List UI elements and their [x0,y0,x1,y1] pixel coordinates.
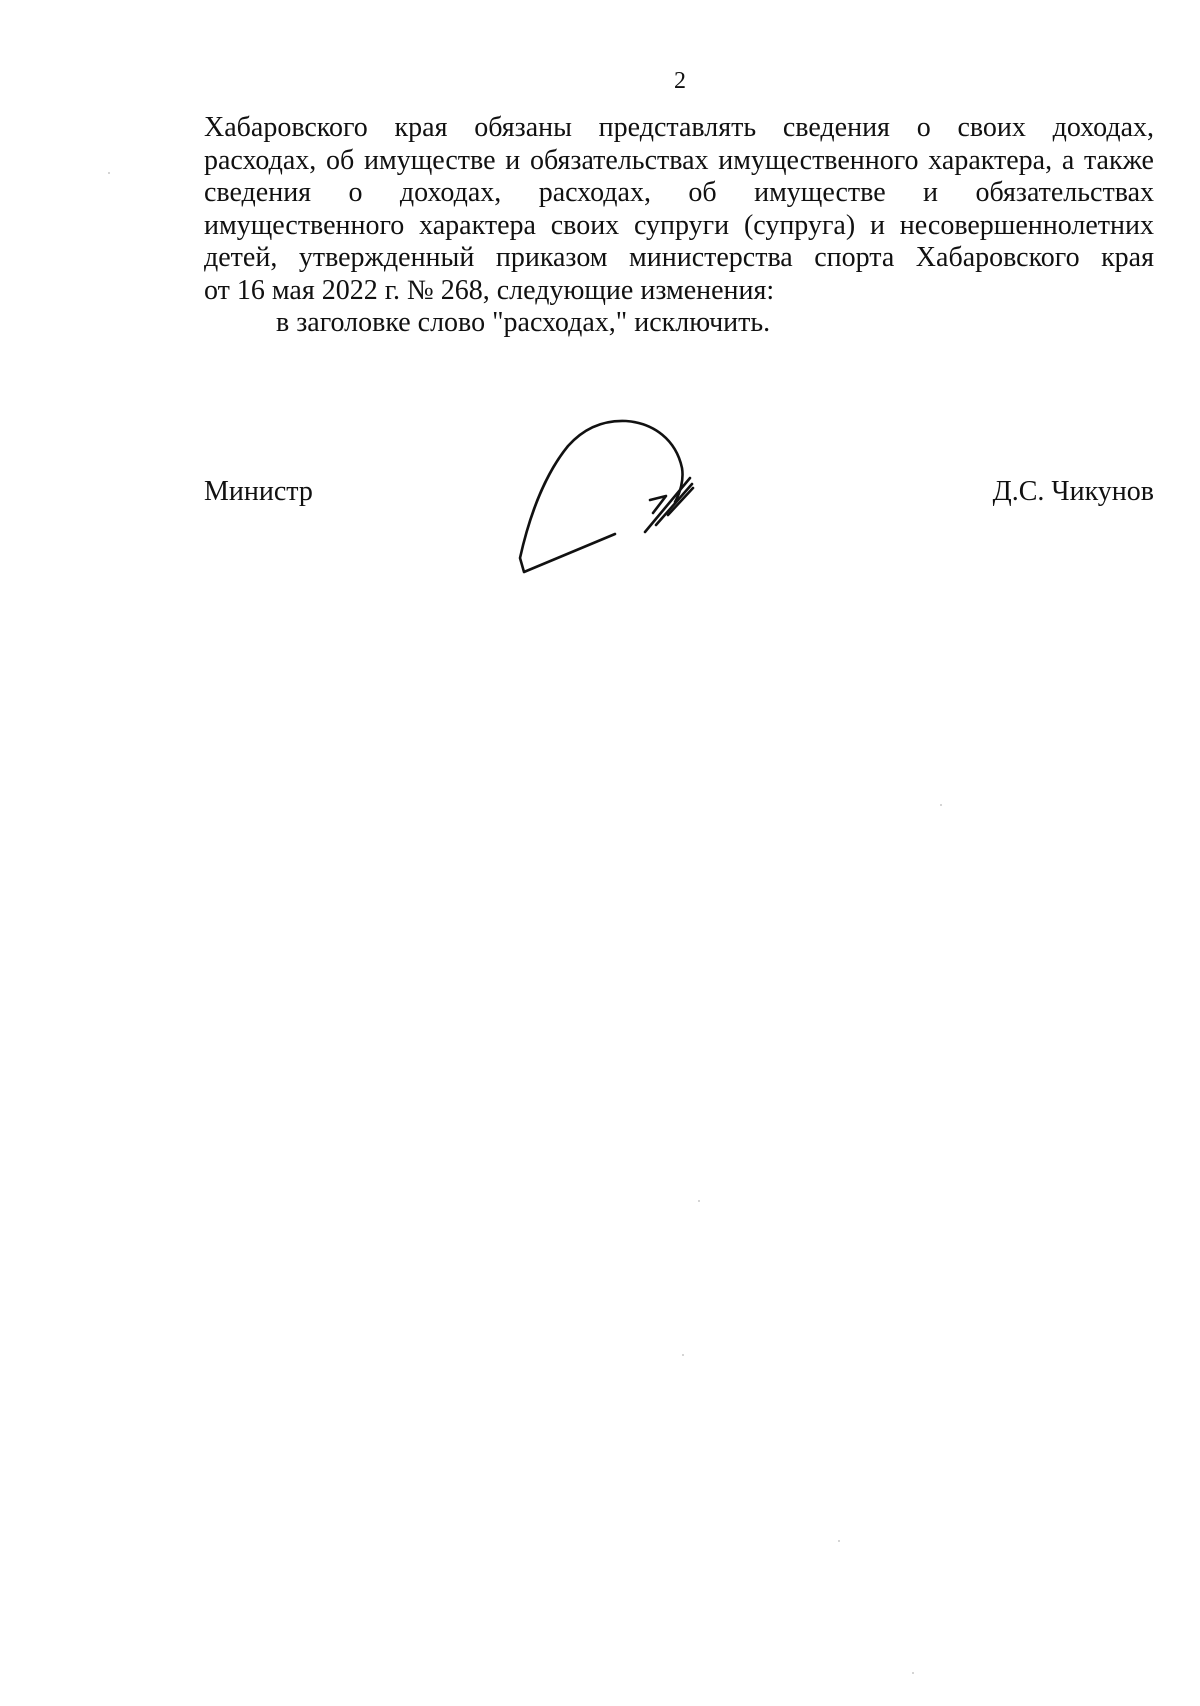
document-body [204,112,1154,340]
signatory-position: Министр [204,476,313,507]
signatory-name: Д.С. Чикунов [992,476,1154,507]
body-line: детей, утвержденный приказом министерства спорта Хабаровского края [204,242,1154,273]
scan-speck [682,1354,684,1356]
page-number: 2 [674,68,686,94]
handwritten-signature [516,418,726,604]
scan-speck [912,1672,914,1674]
body-line: расходах, об имуществе и обязательствах имущественного характера, а также [204,144,1154,176]
body-line: Хабаровского края обязаны представлять сведения о своих доходах, [204,112,1154,143]
body-line: от 16 мая 2022 г. № 268, следующие изменения: [204,274,775,306]
scan-speck [838,1540,840,1542]
signature-slash-stroke [645,478,690,532]
signature-loop-stroke [520,421,683,572]
scan-speck [940,804,942,806]
body-line: имущественного характера своих супруги (супруга) и несовершеннолетних [204,209,1154,241]
amendment-paragraph: в заголовке слово "расходах," исключить. [276,307,771,338]
scan-speck [108,172,110,174]
scan-speck [698,1200,700,1202]
body-line: сведения о доходах, расходах, об имуществе и обязательствах [204,177,1154,208]
signature-slash-stroke [656,484,692,525]
